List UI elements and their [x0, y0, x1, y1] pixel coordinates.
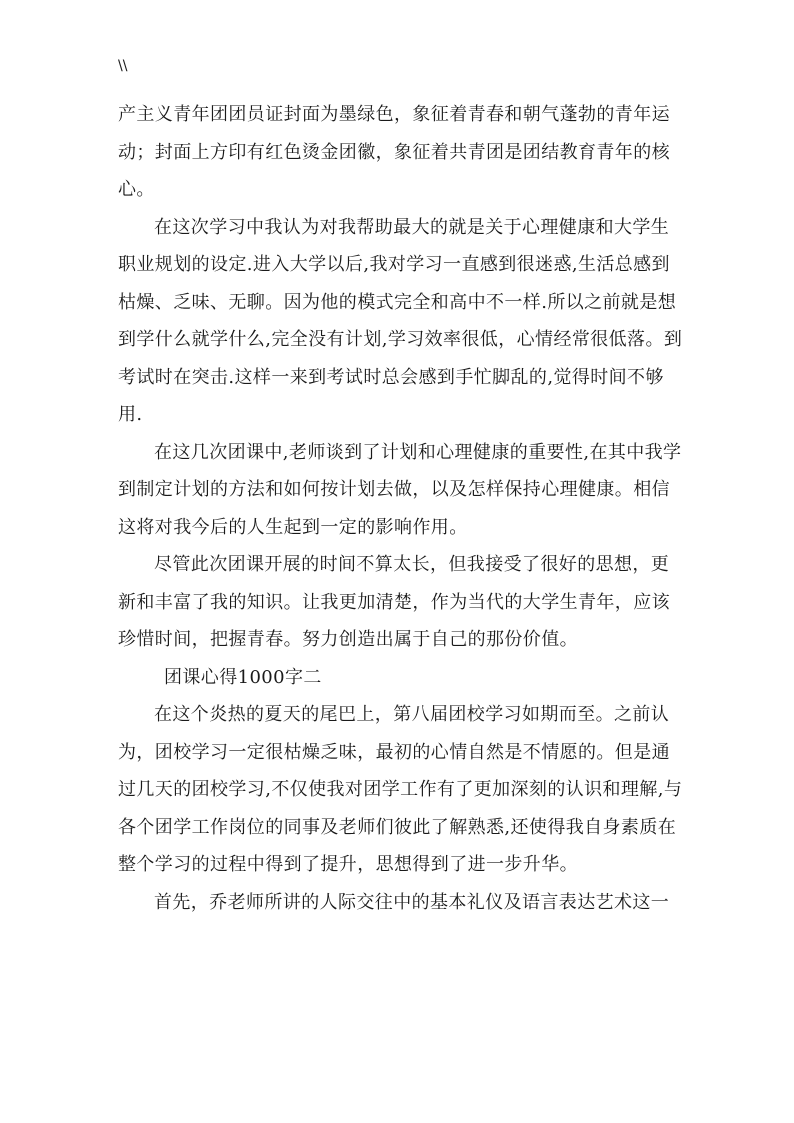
document-body — [118, 96, 683, 921]
paragraph-study-reflection: 在这次学习中我认为对我帮助最大的就是关于心理健康和大学生职业规划的设定.进入大学以后,我对学习一直感到很迷惑,生活总感到枯燥、乏味、无聊。因为他的模式完全和高中不一样.所以之前就是想到学什么就学什么,完全没有计划,学习效率很低，心情经常很低落。到考试时在突击.这样一来到考试时总会感到手忙脚乱的,觉得时间不够用. — [118, 216, 683, 425]
section-subheading: 团课心得1000字二 — [164, 666, 322, 688]
paragraph-summary: 尽管此次团课开展的时间不算太长，但我接受了很好的思想，更新和丰富了我的知识。让我更加清楚，作为当代的大学生青年，应该珍惜时间，把握青春。努力创造出属于自己的那份价值。 — [118, 554, 670, 650]
paragraph-first-point: 首先，乔老师所讲的人际交往中的基本礼仪及语言表达艺术这一 — [154, 891, 670, 913]
header-mark: \\ — [118, 58, 128, 74]
paragraph-planning: 在这几次团课中,老师谈到了计划和心理健康的重要性,在其中我学到制定计划的方法和如何按计划去做，以及怎样保持心理健康。相信这将对我今后的人生起到一定的影响作用。 — [118, 441, 682, 538]
paragraph-summer-school: 在这个炎热的夏天的尾巴上，第八届团校学习如期而至。之前认为，团校学习一定很枯燥乏味，最初的心情自然是不情愿的。但是通过几天的团校学习,不仅使我对团学工作有了更加深刻的认识和理解,与各个团学工作岗位的同事及老师们彼此了解熟悉,还使得我自身素质在整个学习的过程中得到了提升，思想得到了进一步升华。 — [118, 704, 683, 875]
paragraph-continuation: 产主义青年团团员证封面为墨绿色，象征着青春和朝气蓬勃的青年运动；封面上方印有红色烫金团徽，象征着共青团是团结教育青年的核心。 — [118, 104, 670, 200]
